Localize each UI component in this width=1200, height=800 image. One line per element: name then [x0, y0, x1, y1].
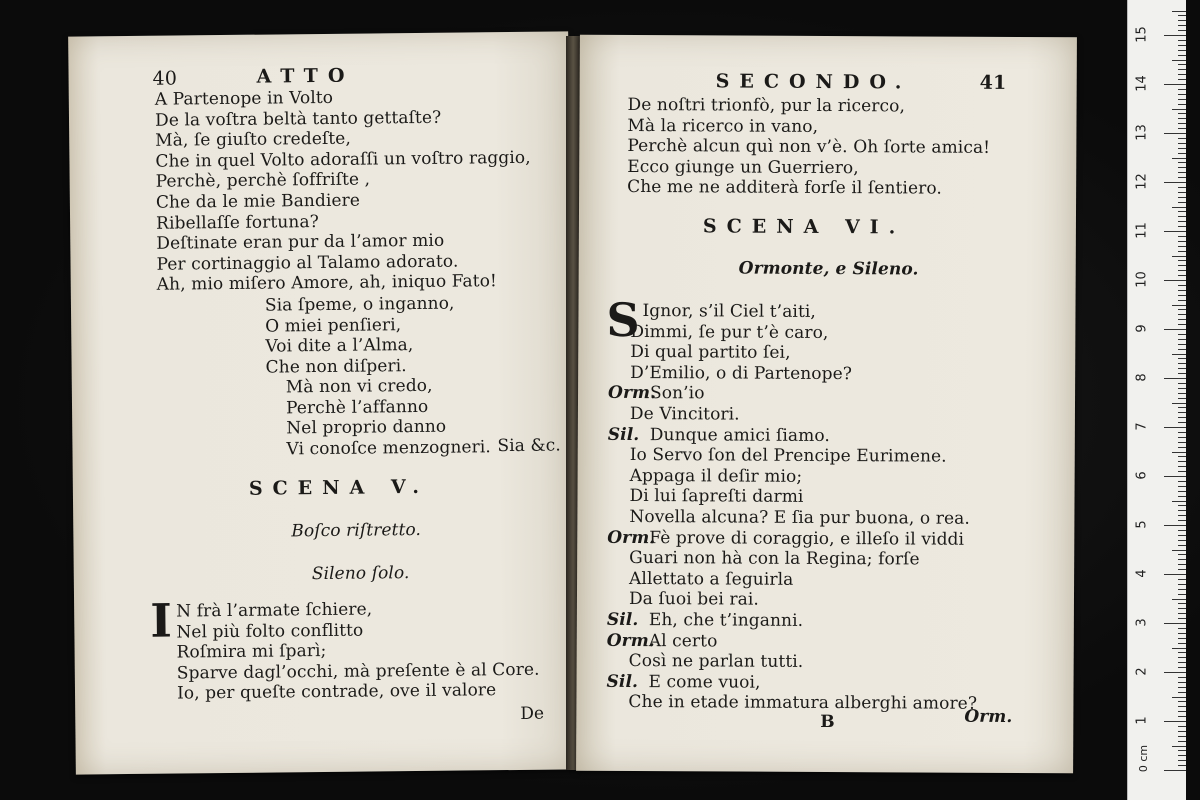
dialogue-line: Guari non hà con la Regina; forſe [629, 548, 920, 570]
speaker-label: Orm. [607, 527, 656, 548]
ruler-tick [1178, 716, 1186, 717]
ruler-number: 9 [1134, 324, 1150, 333]
ruler-tick [1172, 109, 1186, 110]
ruler-tick [1178, 535, 1186, 536]
running-head-right: SECONDO. [715, 70, 912, 94]
ruler-tick [1172, 207, 1186, 208]
dialogue-line: Di lui ſapreſti darmi [629, 486, 804, 508]
ruler-number: 1 [1134, 716, 1150, 725]
ruler-number: 4 [1134, 569, 1150, 578]
scene-heading-v: SCENA V. [248, 475, 430, 500]
ruler-tick [1178, 373, 1186, 374]
ruler-tick [1178, 388, 1186, 389]
ruler-tick [1178, 765, 1186, 766]
ruler-tick [1164, 476, 1186, 477]
ruler-tick [1164, 427, 1186, 428]
dialogue-line: Di qual partito ſei, [630, 342, 791, 363]
ruler-tick [1164, 329, 1186, 330]
ruler-tick [1178, 731, 1186, 732]
ruler-tick [1178, 113, 1186, 114]
ruler-tick [1172, 11, 1186, 12]
verse-line: Nel più folto conflitto [176, 620, 364, 643]
ruler-tick [1178, 275, 1186, 276]
ruler-tick [1178, 496, 1186, 497]
ruler-tick [1164, 721, 1186, 722]
ruler-tick [1178, 251, 1186, 252]
ruler-tick [1178, 741, 1186, 742]
ruler-tick [1178, 285, 1186, 286]
ruler-tick [1178, 515, 1186, 516]
ruler-tick [1178, 466, 1186, 467]
speaker-label: Sil. [606, 671, 639, 692]
ruler-tick [1178, 211, 1186, 212]
ruler-tick [1172, 305, 1186, 306]
ruler-tick [1178, 30, 1186, 31]
ruler-tick [1178, 638, 1186, 639]
speaker-label: Orm. [608, 383, 657, 404]
scene-characters-left: Sileno ſolo. [311, 563, 410, 585]
ruler-tick [1178, 481, 1186, 482]
ruler-tick [1172, 648, 1186, 649]
left-page [68, 31, 576, 774]
speaker-label: Sil. [607, 424, 640, 445]
ruler-tick [1178, 162, 1186, 163]
drop-cap-left: I [149, 593, 173, 648]
ruler-tick [1178, 226, 1186, 227]
ruler-number: 2 [1134, 667, 1150, 676]
verse-line: Che in quel Volto adoraſſi un voſtro raggio, [155, 147, 531, 172]
ruler-tick [1178, 15, 1186, 16]
signature-mark: B [820, 711, 835, 733]
ruler-tick [1172, 550, 1186, 551]
ruler-tick [1178, 613, 1186, 614]
dialogue-line: Son’io [650, 383, 705, 404]
verse-line: Sia ſpeme, o inganno, [264, 293, 455, 316]
speaker-label: Orm. [606, 630, 655, 651]
dialogue-line: E come vuoi, [648, 671, 761, 693]
dialogue-line: Da ſuoi bei rai. [628, 589, 760, 611]
ruler-tick [1164, 84, 1186, 85]
ruler-tick [1178, 486, 1186, 487]
ruler-tick [1178, 750, 1186, 751]
ruler-tick [1178, 437, 1186, 438]
ruler-tick [1178, 221, 1186, 222]
ruler-tick [1178, 584, 1186, 585]
ruler-tick [1178, 628, 1186, 629]
verse-line: Ribellaſſe fortuna? [156, 211, 319, 234]
ruler-tick [1178, 192, 1186, 193]
ruler-tick [1172, 501, 1186, 502]
verse-line: Vi conoſce menzogneri. [286, 437, 491, 460]
ruler-tick [1178, 554, 1186, 555]
ruler-tick [1178, 309, 1186, 310]
verse-line: Ah, mio miſero Amore, ah, iniquo Fato! [156, 271, 498, 296]
ruler-tick [1178, 505, 1186, 506]
verse-line: O miei penſieri, [265, 314, 402, 337]
verse-line: Che non diſperi. [265, 355, 407, 378]
ruler-tick [1172, 746, 1186, 747]
scene-heading-vi: SCENA VI. [702, 215, 906, 239]
ruler-tick [1178, 579, 1186, 580]
ruler-tick [1178, 368, 1186, 369]
verse-line: Mà non vi credo, [285, 375, 433, 398]
ruler-number: 10 [1134, 271, 1150, 288]
ruler-tick [1178, 50, 1186, 51]
ruler-tick [1178, 677, 1186, 678]
ruler-tick [1178, 393, 1186, 394]
ruler-tick [1178, 138, 1186, 139]
ruler-tick [1178, 422, 1186, 423]
da-capo-mark: Sia &c. [497, 435, 561, 457]
ruler-tick [1164, 133, 1186, 134]
ruler-number: 14 [1134, 75, 1150, 92]
ruler-tick [1178, 633, 1186, 634]
ruler-tick [1178, 706, 1186, 707]
ruler-tick [1178, 736, 1186, 737]
ruler-tick [1164, 770, 1186, 771]
dialogue-line: Che in etade immatura alberghi amore? [628, 692, 978, 715]
verse-line: Ecco giunge un Guerriero, [627, 156, 859, 178]
ruler-tick [1178, 540, 1186, 541]
ruler-tick [1178, 545, 1186, 546]
ruler-tick [1178, 167, 1186, 168]
ruler-tick [1178, 755, 1186, 756]
verse-line: Per cortinaggio al Talamo adorato. [156, 251, 459, 275]
verse-line: Mà, ſe giuſto credeſte, [155, 128, 352, 151]
dialogue-line: Appaga il deſir mio; [629, 465, 803, 487]
ruler-tick [1178, 344, 1186, 345]
dialogue-line: Ignor, s’il Ciel t’aiti, [642, 301, 817, 322]
dialogue-line: Così ne parlan tutti. [628, 651, 804, 673]
ruler-tick [1178, 412, 1186, 413]
verse-line: Nel proprio danno [286, 416, 447, 439]
ruler-tick [1178, 726, 1186, 727]
ruler-tick [1178, 270, 1186, 271]
ruler-tick [1178, 589, 1186, 590]
ruler-tick [1178, 349, 1186, 350]
verse-line: N frà l’armate ſchiere, [176, 599, 373, 622]
ruler-tick [1164, 35, 1186, 36]
ruler-tick [1178, 417, 1186, 418]
ruler-tick [1178, 692, 1186, 693]
ruler-tick [1172, 354, 1186, 355]
ruler-tick [1178, 295, 1186, 296]
ruler-tick [1178, 407, 1186, 408]
ruler-tick [1178, 564, 1186, 565]
page-number-left: 40 [152, 67, 178, 90]
ruler-tick [1178, 260, 1186, 261]
catchword-left: De [520, 703, 545, 724]
ruler-number: 15 [1134, 26, 1150, 43]
ruler-tick [1178, 657, 1186, 658]
verse-line: Deſtinate eran pur da l’amor mio [156, 230, 445, 254]
ruler-tick [1178, 69, 1186, 70]
ruler-tick [1178, 530, 1186, 531]
ruler-tick [1178, 216, 1186, 217]
verse-line: De noſtri trionfò, pur la ricerco, [627, 94, 906, 117]
ruler-unit-label: 0 cm [1137, 744, 1151, 773]
page-number-right: 41 [979, 71, 1007, 94]
ruler-tick [1164, 182, 1186, 183]
dialogue-line: Allettato a ſeguirla [629, 568, 794, 590]
ruler-tick [1172, 697, 1186, 698]
verse-line: Che me ne additerà forſe il ſentiero. [627, 177, 942, 199]
ruler-tick [1178, 153, 1186, 154]
ruler-tick [1178, 177, 1186, 178]
ruler-tick [1172, 452, 1186, 453]
ruler-tick [1178, 246, 1186, 247]
dialogue-line: Dunque amici ſiamo. [649, 424, 830, 446]
measurement-ruler [1127, 0, 1186, 800]
ruler-tick [1172, 403, 1186, 404]
ruler-tick [1178, 143, 1186, 144]
ruler-tick [1178, 123, 1186, 124]
ruler-tick [1178, 701, 1186, 702]
verse-line: Perchè l’affanno [285, 396, 429, 418]
ruler-tick [1178, 667, 1186, 668]
ruler-tick [1178, 510, 1186, 511]
dialogue-line: Dimmi, ſe pur t’è caro, [630, 321, 829, 343]
ruler-number: 11 [1134, 222, 1150, 239]
ruler-number: 5 [1134, 520, 1150, 529]
ruler-tick [1178, 662, 1186, 663]
right-page [576, 35, 1077, 774]
ruler-tick [1178, 20, 1186, 21]
ruler-tick [1178, 265, 1186, 266]
ruler-tick [1178, 236, 1186, 237]
ruler-tick [1178, 682, 1186, 683]
ruler-tick [1178, 324, 1186, 325]
ruler-tick [1178, 491, 1186, 492]
ruler-tick [1178, 447, 1186, 448]
ruler-tick [1178, 711, 1186, 712]
ruler-tick [1178, 118, 1186, 119]
ruler-tick [1178, 128, 1186, 129]
ruler-tick [1178, 432, 1186, 433]
ruler-tick [1178, 64, 1186, 65]
ruler-tick [1178, 398, 1186, 399]
ruler-number: 7 [1134, 422, 1150, 431]
dialogue-line: Al certo [648, 630, 718, 652]
ruler-tick [1178, 442, 1186, 443]
ruler-tick [1178, 202, 1186, 203]
ruler-tick [1178, 148, 1186, 149]
ruler-tick [1178, 618, 1186, 619]
ruler-tick [1178, 197, 1186, 198]
ruler-tick [1178, 603, 1186, 604]
ruler-tick [1172, 256, 1186, 257]
ruler-tick [1178, 687, 1186, 688]
ruler-tick [1178, 25, 1186, 26]
ruler-tick [1178, 300, 1186, 301]
drop-cap-right: S [606, 292, 640, 348]
verse-line: De la voſtra beltà tanto gettaſte? [154, 107, 442, 131]
ruler-tick [1178, 363, 1186, 364]
ruler-tick [1178, 652, 1186, 653]
ruler-tick [1172, 60, 1186, 61]
ruler-tick [1178, 594, 1186, 595]
ruler-tick [1178, 104, 1186, 105]
verse-line: A Partenope in Volto [154, 87, 334, 110]
verse-line: Sparve dagl’occhi, mà preſente è al Core. [176, 659, 540, 684]
ruler-tick [1178, 520, 1186, 521]
ruler-tick [1178, 55, 1186, 56]
verse-line: Voi dite a l’Alma, [265, 335, 414, 357]
ruler-tick [1178, 74, 1186, 75]
ruler-tick [1178, 89, 1186, 90]
ruler-tick [1164, 574, 1186, 575]
dialogue-line: Fè prove di coraggio, e illeſo il viddi [649, 527, 965, 550]
ruler-tick [1178, 643, 1186, 644]
running-head-left: ATTO [256, 64, 355, 88]
verse-line: Che da le mie Bandiere [155, 190, 361, 213]
ruler-tick [1178, 569, 1186, 570]
ruler-number: 13 [1134, 124, 1150, 141]
ruler-tick [1164, 231, 1186, 232]
ruler-tick [1178, 559, 1186, 560]
ruler-tick [1178, 334, 1186, 335]
ruler-tick [1164, 280, 1186, 281]
ruler-tick [1178, 241, 1186, 242]
ruler-tick [1178, 383, 1186, 384]
ruler-tick [1164, 623, 1186, 624]
ruler-tick [1164, 525, 1186, 526]
ruler-tick [1178, 471, 1186, 472]
ruler-tick [1178, 187, 1186, 188]
verse-line: Mà la ricerco in vano, [627, 115, 819, 137]
dialogue-line: Eh, che t’inganni. [648, 610, 804, 631]
speaker-label: Sil. [606, 609, 639, 631]
ruler-tick [1178, 314, 1186, 315]
ruler-tick [1178, 172, 1186, 173]
ruler-tick [1172, 158, 1186, 159]
ruler-tick [1178, 461, 1186, 462]
ruler-tick [1178, 456, 1186, 457]
verse-line: Perchè alcun quì non v’è. Oh ſorte amica! [627, 136, 991, 159]
catchword-right: Orm. [964, 706, 1013, 727]
ruler-tick [1178, 290, 1186, 291]
verse-line: Perchè, perchè ſoffriſte , [155, 169, 371, 193]
dialogue-line: D’Emilio, o di Partenope? [630, 362, 853, 384]
ruler-number: 12 [1134, 173, 1150, 190]
ruler-tick [1178, 99, 1186, 100]
ruler-tick [1178, 760, 1186, 761]
ruler-tick [1178, 94, 1186, 95]
ruler-tick [1172, 599, 1186, 600]
ruler-number: 3 [1134, 618, 1150, 627]
ruler-number: 6 [1134, 471, 1150, 480]
ruler-tick [1178, 40, 1186, 41]
ruler-tick [1178, 608, 1186, 609]
ruler-tick [1178, 319, 1186, 320]
ruler-tick [1178, 339, 1186, 340]
ruler-tick [1178, 358, 1186, 359]
dialogue-line: Io Servo ſon del Prencipe Eurimene. [629, 445, 947, 467]
ruler-tick [1178, 45, 1186, 46]
dialogue-line: De Vincitori. [629, 403, 740, 425]
ruler-number: 8 [1134, 373, 1150, 382]
dialogue-line: Novella alcuna? E ſia pur buona, o rea. [629, 506, 970, 529]
ruler-tick [1164, 672, 1186, 673]
verse-line: Io, per queſte contrade, ove il valore [176, 680, 497, 704]
scene-setting: Boſco riſtretto. [291, 519, 422, 542]
scene-characters-right: Ormonte, e Sileno. [738, 258, 919, 280]
ruler-tick [1164, 378, 1186, 379]
ruler-tick [1178, 79, 1186, 80]
verse-line: Roſmira mi ſparì; [176, 641, 327, 663]
